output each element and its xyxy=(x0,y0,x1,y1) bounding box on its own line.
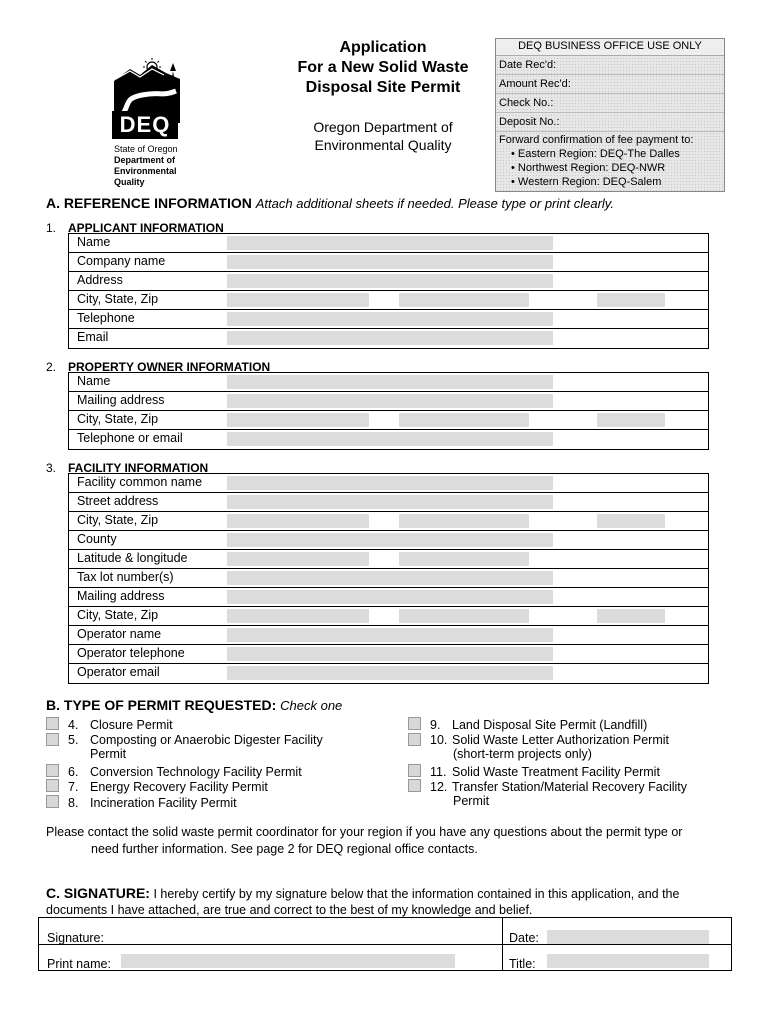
table-row: Telephone or email xyxy=(69,430,708,449)
treatment-permit-checkbox[interactable] xyxy=(408,764,421,777)
date-input[interactable] xyxy=(547,930,709,944)
facility-heading: FACILITY INFORMATION xyxy=(68,461,209,475)
applicant-zip-input[interactable] xyxy=(597,293,665,307)
table-row: City, State, Zip xyxy=(69,512,708,531)
facility-mail-state-input[interactable] xyxy=(399,609,529,623)
applicant-table xyxy=(68,233,709,349)
department-name: Oregon Department of Environmental Quality xyxy=(313,119,453,153)
print-name-input[interactable] xyxy=(121,954,455,968)
table-row: County xyxy=(69,531,708,550)
operator-telephone-input[interactable] xyxy=(227,647,553,661)
table-row: Mailing address xyxy=(69,392,708,411)
office-use-box xyxy=(495,38,725,192)
applicant-name-input[interactable] xyxy=(227,236,553,250)
contact-note: Please contact the solid waste permit coordinator for your region if you have any questions about the permit type or need further information. See page 2 for DEQ regional office contacts. xyxy=(46,825,683,856)
table-row: Company name xyxy=(69,253,708,272)
applicant-telephone-input[interactable] xyxy=(227,312,553,326)
facility-mailing-input[interactable] xyxy=(227,590,553,604)
owner-contact-input[interactable] xyxy=(227,432,553,446)
table-row: Telephone xyxy=(69,310,708,329)
facility-state-input[interactable] xyxy=(399,514,529,528)
owner-zip-input[interactable] xyxy=(597,413,665,427)
conversion-permit-checkbox[interactable] xyxy=(46,764,59,777)
section-b-heading: B. TYPE OF PERMIT REQUESTED: Check one xyxy=(46,697,343,713)
permit-option-cont: (short-term projects only) xyxy=(453,747,592,761)
owner-mailing-input[interactable] xyxy=(227,394,553,408)
table-row: Mailing address xyxy=(69,588,708,607)
facility-mail-zip-input[interactable] xyxy=(597,609,665,623)
amount-received-field: Amount Rec'd: xyxy=(496,75,724,94)
facility-name-input[interactable] xyxy=(227,476,553,490)
applicant-state-input[interactable] xyxy=(399,293,529,307)
letter-authorization-permit-checkbox[interactable] xyxy=(408,733,421,746)
title-label: Title: xyxy=(509,957,536,971)
facility-zip-input[interactable] xyxy=(597,514,665,528)
title-input[interactable] xyxy=(547,954,709,968)
facility-taxlot-input[interactable] xyxy=(227,571,553,585)
table-row: Operator telephone xyxy=(69,645,708,664)
owner-name-input[interactable] xyxy=(227,375,553,389)
facility-county-input[interactable] xyxy=(227,533,553,547)
table-row: Facility common name xyxy=(69,474,708,493)
date-received-field: Date Rec'd: xyxy=(496,56,724,75)
land-disposal-permit-checkbox[interactable] xyxy=(408,717,421,730)
office-use-header: DEQ BUSINESS OFFICE USE ONLY xyxy=(496,39,724,56)
owner-table xyxy=(68,372,709,450)
form-title: Application For a New Solid Waste Disposal Site Permit xyxy=(297,39,469,96)
table-row: City, State, Zip xyxy=(69,411,708,430)
facility-city-input[interactable] xyxy=(227,514,369,528)
date-label: Date: xyxy=(509,931,539,945)
section-c: C. SIGNATURE: I hereby certify by my signature below that the information contained in this application, and the documents I have attached, are true and correct to the best of my knowledge and belief. xyxy=(46,885,680,917)
applicant-city-input[interactable] xyxy=(227,293,369,307)
energy-recovery-permit-checkbox[interactable] xyxy=(46,779,59,792)
table-row: Tax lot number(s) xyxy=(69,569,708,588)
table-row: Email xyxy=(69,329,708,348)
table-row: Operator name xyxy=(69,626,708,645)
facility-longitude-input[interactable] xyxy=(399,552,529,566)
composting-permit-checkbox[interactable] xyxy=(46,733,59,746)
table-row: Name xyxy=(69,234,708,253)
table-row: Address xyxy=(69,272,708,291)
table-row: Street address xyxy=(69,493,708,512)
facility-table xyxy=(68,473,709,684)
applicant-address-input[interactable] xyxy=(227,274,553,288)
applicant-number: 1. xyxy=(46,221,57,235)
owner-heading: PROPERTY OWNER INFORMATION xyxy=(68,360,271,374)
facility-mail-city-input[interactable] xyxy=(227,609,369,623)
check-no-field: Check No.: xyxy=(496,94,724,113)
transfer-station-permit-checkbox[interactable] xyxy=(408,779,421,792)
applicant-company-input[interactable] xyxy=(227,255,553,269)
facility-latitude-input[interactable] xyxy=(227,552,369,566)
forward-note: Forward confirmation of fee payment to: • Eastern Region: DEQ-The Dalles • Northwest Region: DEQ-NWR • Western Region: DEQ-Salem xyxy=(499,134,694,188)
owner-number: 2. xyxy=(46,360,57,374)
section-a-heading: A. REFERENCE INFORMATION Attach additional sheets if needed. Please type or print clearly. xyxy=(46,195,614,211)
table-row: Operator email xyxy=(69,664,708,683)
table-row: City, State, Zip xyxy=(69,291,708,310)
table-row: Latitude & longitude xyxy=(69,550,708,569)
facility-street-input[interactable] xyxy=(227,495,553,509)
applicant-email-input[interactable] xyxy=(227,331,553,345)
permit-option-cont: Permit xyxy=(90,747,127,761)
deq-wordmark: DEQ xyxy=(112,111,178,139)
operator-email-input[interactable] xyxy=(227,666,553,680)
signature-box xyxy=(38,917,732,971)
table-row: Name xyxy=(69,373,708,392)
owner-state-input[interactable] xyxy=(399,413,529,427)
operator-name-input[interactable] xyxy=(227,628,553,642)
agency-name: State of Oregon Department of Environmental Quality xyxy=(114,144,178,187)
print-name-label: Print name: xyxy=(47,957,111,971)
closure-permit-checkbox[interactable] xyxy=(46,717,59,730)
deposit-no-field: Deposit No.: xyxy=(496,113,724,132)
applicant-heading: APPLICANT INFORMATION xyxy=(68,221,224,235)
permit-option-cont: Permit xyxy=(453,794,490,808)
owner-city-input[interactable] xyxy=(227,413,369,427)
facility-number: 3. xyxy=(46,461,57,475)
incineration-permit-checkbox[interactable] xyxy=(46,795,59,808)
table-row: City, State, Zip xyxy=(69,607,708,626)
signature-label: Signature: xyxy=(47,931,104,945)
